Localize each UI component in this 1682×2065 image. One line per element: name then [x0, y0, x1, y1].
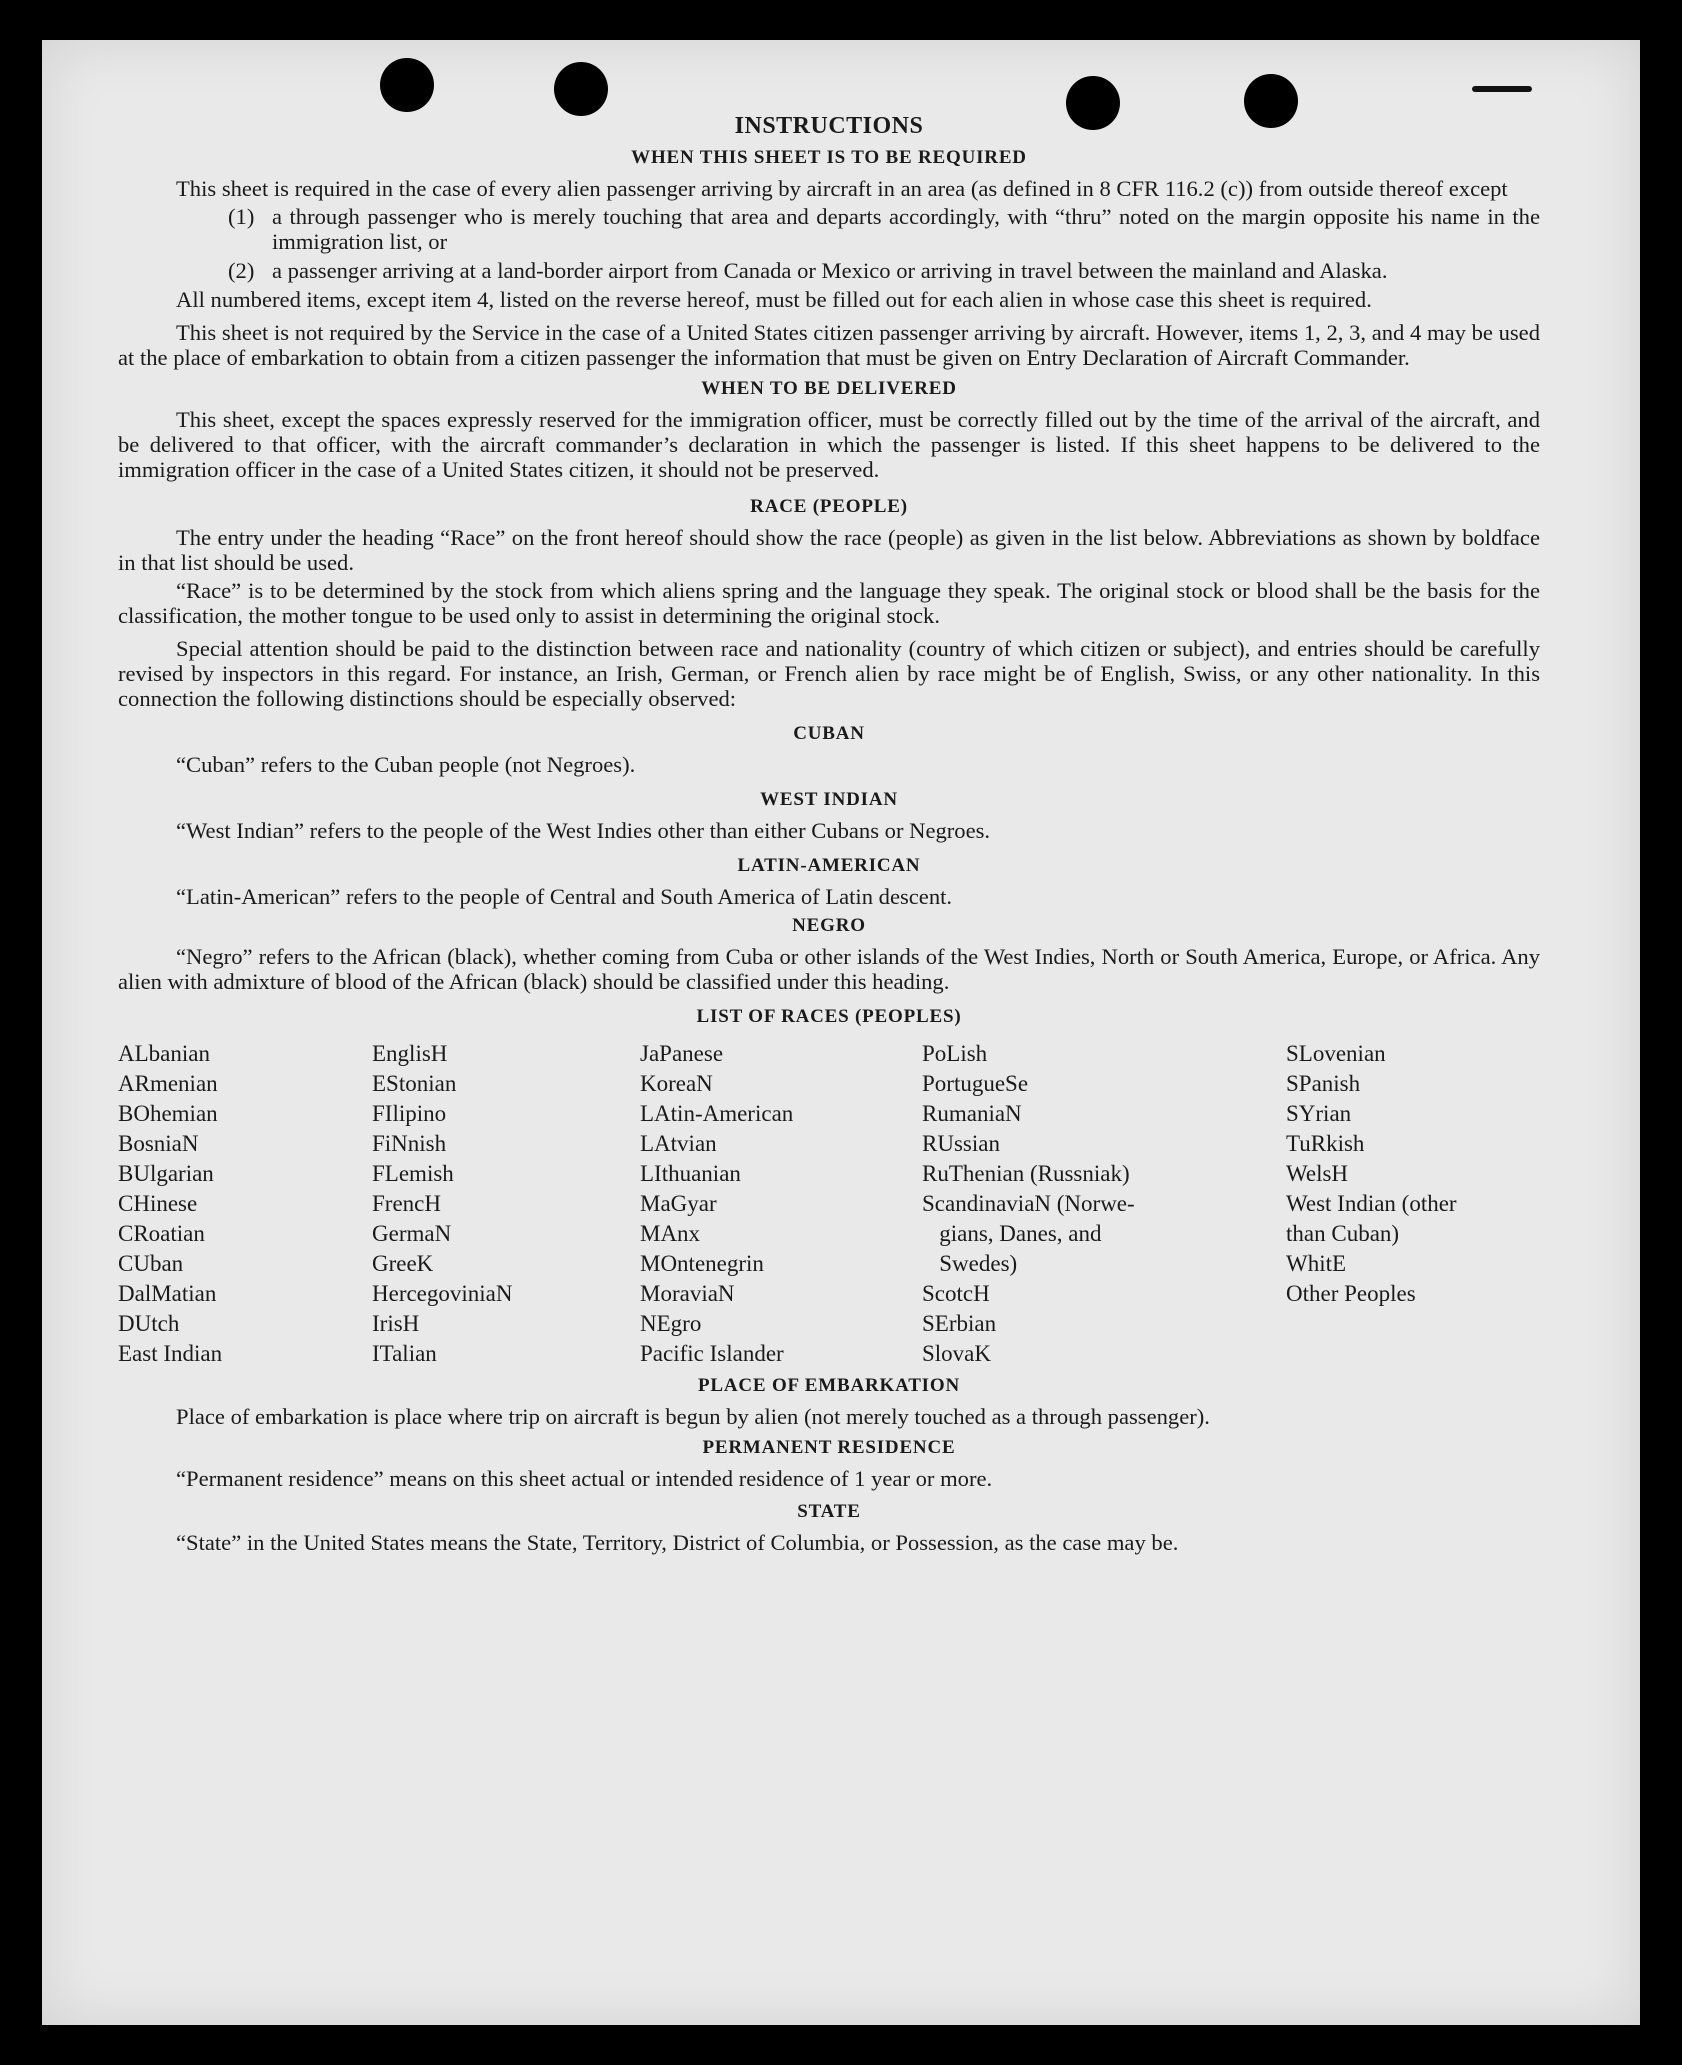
- list-number: (2): [228, 258, 255, 283]
- races-column: [372, 1039, 640, 1369]
- list-item: RuThenian (Russniak): [922, 1161, 1130, 1186]
- list-item: CUban: [118, 1251, 184, 1276]
- list-item: BOhemian: [118, 1101, 218, 1126]
- races-column: [118, 1039, 372, 1369]
- paragraph: “Latin-American” refers to the people of Central and South America of Latin descent.: [176, 884, 953, 909]
- list-item: BosniaN: [118, 1131, 199, 1156]
- list-item: IrisH: [372, 1311, 420, 1336]
- list-item: NEgro: [640, 1311, 702, 1336]
- list-item: MaGyar: [640, 1191, 717, 1216]
- list-item: ScotcH: [922, 1281, 990, 1306]
- list-text: a passenger arriving at a land-border airport from Canada or Mexico or arriving in travel between the mainland and Alaska.: [272, 258, 1388, 283]
- list-item: MoraviaN: [640, 1281, 735, 1306]
- list-item: DUtch: [118, 1311, 180, 1336]
- paragraph: “Cuban” refers to the Cuban people (not Negroes).: [176, 752, 636, 777]
- list-item: ScandinaviaN (Norwe-: [922, 1191, 1135, 1216]
- list-item: WhitE: [1286, 1251, 1347, 1276]
- list-item: than Cuban): [1286, 1221, 1400, 1246]
- list-item: LAtin-American: [640, 1101, 794, 1126]
- list-item: ARmenian: [118, 1071, 218, 1096]
- list-item: Swedes): [922, 1251, 1018, 1276]
- paragraph: “West Indian” refers to the people of the West Indies other than either Cubans or Negroes.: [176, 818, 991, 843]
- races-column: [1286, 1039, 1540, 1369]
- paragraph: “Negro” refers to the African (black), whether coming from Cuba or other islands of the West Indies, North or South America, Europe, or Africa. Any alien with admixture of blood of the African (black) should be classified under this heading.: [118, 944, 1540, 994]
- list-item: SYrian: [1286, 1101, 1352, 1126]
- list-item: PortugueSe: [922, 1071, 1029, 1096]
- list-number: (1): [228, 204, 255, 229]
- instructions-body: [118, 114, 1540, 1558]
- list-item: CHinese: [118, 1191, 198, 1216]
- paragraph: This sheet, except the spaces expressly reserved for the immigration officer, must be correctly filled out by the time of the arrival of the aircraft, and be delivered to that officer, with the aircraft commander’s declaration in which the passenger is listed. If this sheet happens to be delivered to the immigration officer in the case of a United States citizen, it should not be preserved.: [118, 407, 1540, 482]
- punch-hole: [554, 62, 608, 116]
- races-column: [922, 1039, 1286, 1369]
- corner-mark: [1472, 86, 1532, 92]
- list-item: KoreaN: [640, 1071, 713, 1096]
- list-item: Other Peoples: [1286, 1281, 1416, 1306]
- list-item: East Indian: [118, 1341, 223, 1366]
- list-item: TuRkish: [1286, 1131, 1365, 1156]
- list-item: RUssian: [922, 1131, 1000, 1156]
- list-item: EnglisH: [372, 1041, 448, 1066]
- list-item: SErbian: [922, 1311, 997, 1336]
- list-item: [118, 204, 1540, 254]
- section-heading-negro: NEGRO: [792, 915, 866, 936]
- list-item: MAnx: [640, 1221, 701, 1246]
- list-item: West Indian (other: [1286, 1191, 1457, 1216]
- list-item: ITalian: [372, 1341, 437, 1366]
- list-item: CRoatian: [118, 1221, 205, 1246]
- paragraph: Special attention should be paid to the distinction between race and nationality (country of which citizen or subject), and entries should be carefully revised by inspectors in this regard. For instance, an Irish, German, or French alien by race might be of English, Swiss, or any other nationality. In this connection the following distinctions should be especially observed:: [118, 636, 1540, 711]
- section-heading-cuban: CUBAN: [793, 723, 865, 744]
- paragraph: Place of embarkation is place where trip on aircraft is begun by alien (not merely touched as a through passenger).: [176, 1404, 1210, 1429]
- section-heading-race: RACE (PEOPLE): [750, 496, 908, 517]
- list-item: GermaN: [372, 1221, 452, 1246]
- list-item: EStonian: [372, 1071, 457, 1096]
- paragraph: All numbered items, except item 4, listed on the reverse hereof, must be filled out for each alien in whose case this sheet is required.: [176, 287, 1372, 312]
- list-item: FLemish: [372, 1161, 454, 1186]
- list-item: LIthuanian: [640, 1161, 741, 1186]
- list-text: a through passenger who is merely touching that area and departs accordingly, with “thru” noted on the margin opposite his name in the immigration list, or: [272, 204, 1540, 254]
- list-item: JaPanese: [640, 1041, 724, 1066]
- list-item: HercegoviniaN: [372, 1281, 513, 1306]
- page-title: INSTRUCTIONS: [734, 113, 924, 139]
- list-item: WelsH: [1286, 1161, 1349, 1186]
- section-heading-embarkation: PLACE OF EMBARKATION: [698, 1375, 960, 1396]
- list-item: LAtvian: [640, 1131, 717, 1156]
- section-heading-when-required: WHEN THIS SHEET IS TO BE REQUIRED: [631, 147, 1027, 168]
- paragraph: “Race” is to be determined by the stock from which aliens spring and the language they speak. The original stock or blood shall be the basis for the classification, the mother tongue to be used only to assist in determining the original stock.: [118, 578, 1540, 628]
- list-item: ALbanian: [118, 1041, 210, 1066]
- list-item: MOntenegrin: [640, 1251, 764, 1276]
- paragraph: “Permanent residence” means on this sheet actual or intended residence of 1 year or more.: [176, 1466, 993, 1491]
- list-item: Pacific Islander: [640, 1341, 784, 1366]
- list-item: DalMatian: [118, 1281, 217, 1306]
- list-item: FIlipino: [372, 1101, 447, 1126]
- list-item: gians, Danes, and: [922, 1221, 1102, 1246]
- paragraph: The entry under the heading “Race” on the front hereof should show the race (people) as given in the list below. Abbreviations as shown by boldface in that list should be used.: [118, 525, 1540, 575]
- paragraph: “State” in the United States means the State, Territory, District of Columbia, or Possession, as the case may be.: [176, 1530, 1179, 1555]
- list-item: [118, 258, 1540, 283]
- list-item: SLovenian: [1286, 1041, 1386, 1066]
- section-heading-west-indian: WEST INDIAN: [760, 789, 898, 810]
- punch-hole: [380, 58, 434, 112]
- list-item: RumaniaN: [922, 1101, 1022, 1126]
- races-column: [640, 1039, 922, 1369]
- section-heading-state: STATE: [797, 1501, 861, 1522]
- paragraph: This sheet is not required by the Service in the case of a United States citizen passenger arriving by aircraft. However, items 1, 2, 3, and 4 may be used at the place of embarkation to obtain from a citizen passenger the information that must be given on Entry Declaration of Aircraft Commander.: [118, 320, 1540, 370]
- list-item: FiNnish: [372, 1131, 447, 1156]
- list-item: FrencH: [372, 1191, 441, 1216]
- list-item: SlovaK: [922, 1341, 991, 1366]
- section-heading-list-of-races: LIST OF RACES (PEOPLES): [696, 1006, 962, 1027]
- list-item: SPanish: [1286, 1071, 1361, 1096]
- document-sheet: [42, 40, 1640, 2025]
- list-item: GreeK: [372, 1251, 434, 1276]
- list-item: BUlgarian: [118, 1161, 214, 1186]
- list-item: PoLish: [922, 1041, 988, 1066]
- section-heading-latin-american: LATIN-AMERICAN: [737, 855, 921, 876]
- races-list: [118, 1039, 1540, 1369]
- section-heading-residence: PERMANENT RESIDENCE: [702, 1437, 956, 1458]
- section-heading-when-delivered: WHEN TO BE DELIVERED: [701, 378, 957, 399]
- paragraph: This sheet is required in the case of every alien passenger arriving by aircraft in an area (as defined in 8 CFR 116.2 (c)) from outside thereof except: [176, 176, 1508, 201]
